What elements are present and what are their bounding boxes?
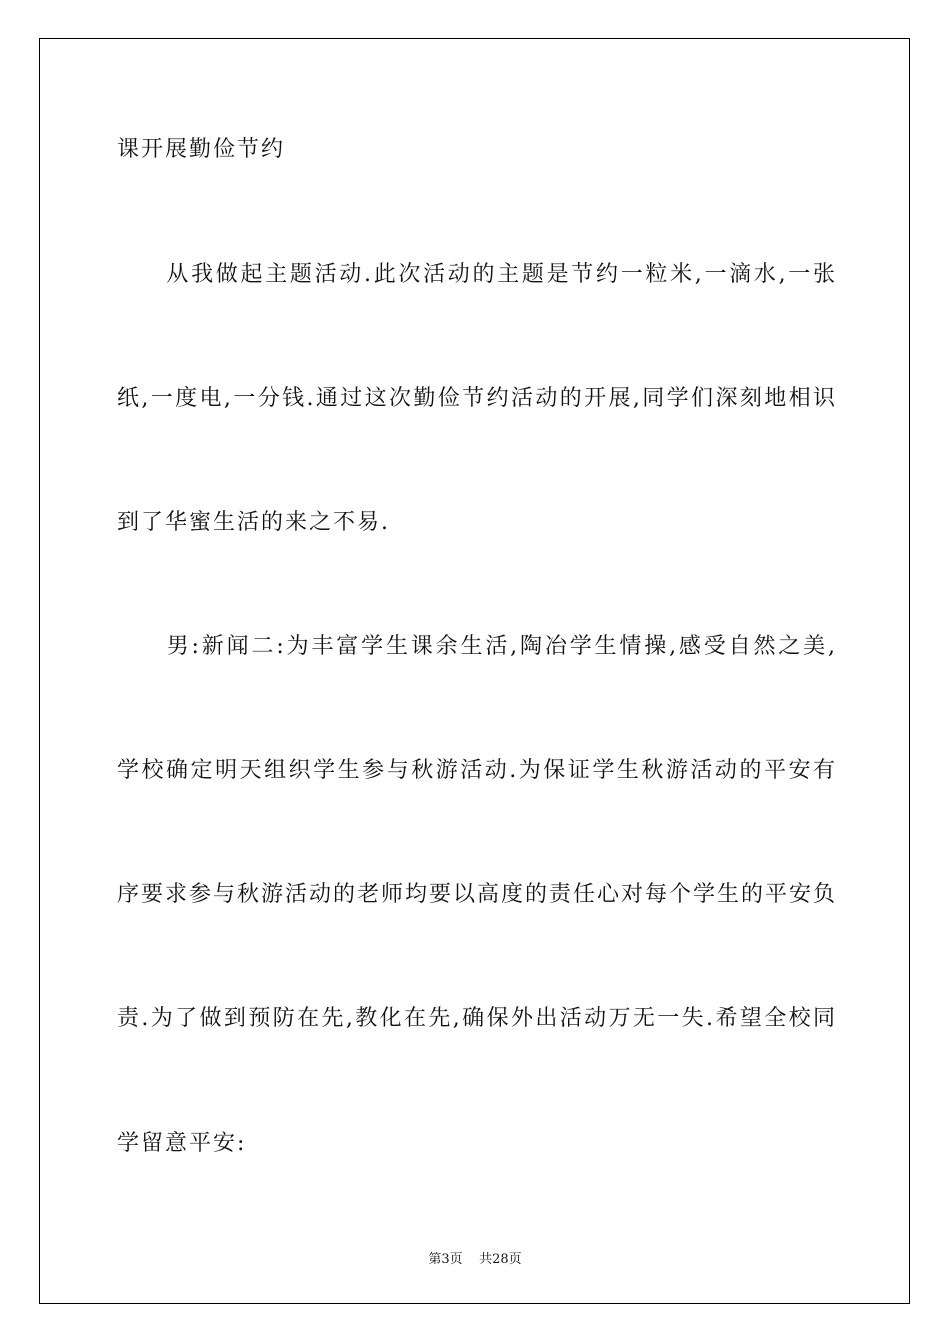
text-line-9: 学留意平安: [117,1131,247,1156]
text-line-4: 到了华蜜生活的来之不易. [117,510,390,535]
text-line-1: 课开展勤俭节约 [117,137,286,162]
page-border [39,38,910,1304]
page-number: 第3页 [428,1252,463,1267]
text-line-8: 责.为了做到预防在先,教化在先,确保外出活动万无一失.希望全校同 [117,1006,837,1031]
total-pages: 共28页 [479,1252,522,1267]
text-line-2: 从我做起主题活动.此次活动的主题是节约一粒米,一滴水,一张 [117,262,837,287]
text-line-3: 纸,一度电,一分钱.通过这次勤俭节约活动的开展,同学们深刻地相识 [117,386,837,411]
text-line-5: 男:新闻二:为丰富学生课余生活,陶冶学生情操,感受自然之美, [117,634,837,659]
text-line-6: 学校确定明天组织学生参与秋游活动.为保证学生秋游活动的平安有 [117,758,837,783]
text-line-7: 序要求参与秋游活动的老师均要以高度的责任心对每个学生的平安负 [117,882,838,907]
page-footer [0,1248,950,1267]
